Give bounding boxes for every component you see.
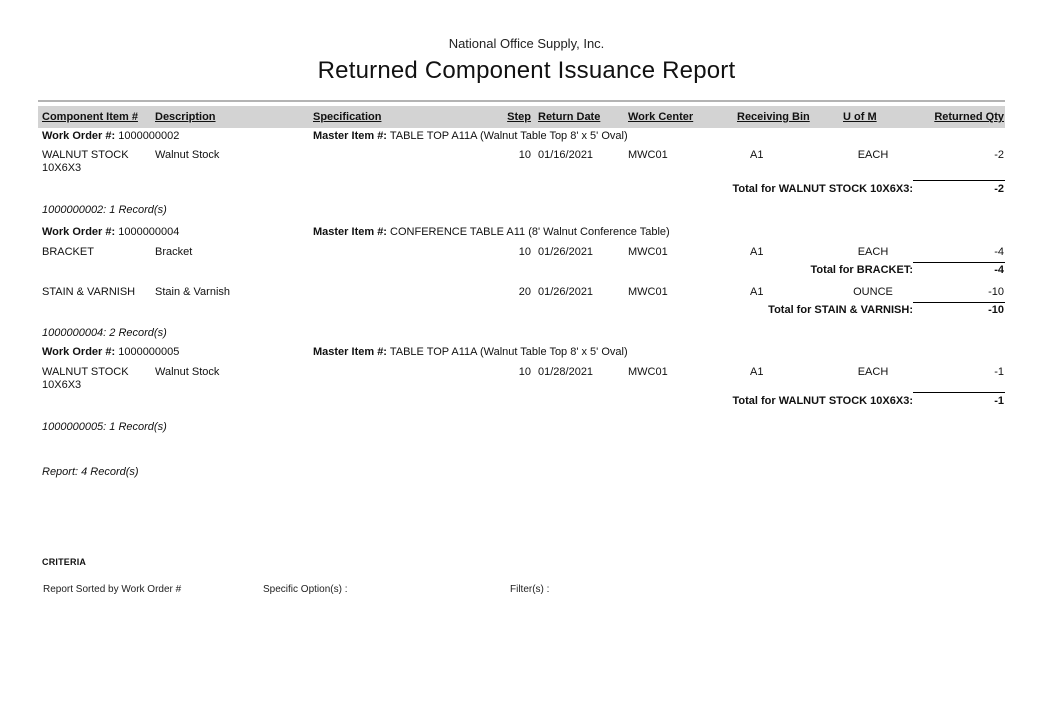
work-order-line: [42, 130, 179, 142]
total-label: Total for BRACKET:: [810, 264, 913, 276]
cell-work-center: MWC01: [628, 366, 668, 378]
total-rule: [913, 262, 1005, 263]
cell-step: 10: [518, 366, 531, 378]
company-name: National Office Supply, Inc.: [448, 36, 605, 51]
work-order-value: 1000000002: [118, 130, 180, 142]
col-header-returned-qty: Returned Qty: [934, 111, 1004, 123]
group-record-count: 1000000002: 1 Record(s): [42, 204, 167, 216]
cell-uom: OUNCE: [853, 286, 893, 298]
master-item-value: CONFERENCE TABLE A11 (8' Walnut Conference Table): [390, 226, 670, 238]
criteria-specific-options-label: Specific Option(s) :: [263, 584, 348, 595]
cell-uom: EACH: [857, 149, 889, 161]
cell-description: Bracket: [155, 246, 193, 258]
cell-step: 20: [518, 286, 531, 298]
cell-work-center: MWC01: [628, 149, 668, 161]
cell-component: WALNUT STOCK 10X6X3: [42, 149, 129, 174]
cell-uom: EACH: [857, 246, 889, 258]
total-rule: [913, 392, 1005, 393]
col-header-component-item: Component Item #: [42, 111, 138, 123]
total-value: -1: [994, 395, 1004, 407]
total-label: Total for STAIN & VARNISH:: [768, 304, 913, 316]
master-item-label: Master Item #:: [313, 346, 387, 358]
master-item-line: [313, 130, 628, 142]
work-order-label: Work Order #:: [42, 130, 116, 142]
cell-description: Stain & Varnish: [155, 286, 231, 298]
criteria-sorted-by: Report Sorted by Work Order #: [43, 584, 182, 595]
cell-return-date: 01/28/2021: [538, 366, 594, 378]
work-order-value: 1000000004: [118, 226, 180, 238]
cell-return-date: 01/16/2021: [538, 149, 594, 161]
cell-return-date: 01/26/2021: [538, 286, 594, 298]
col-header-description: Description: [155, 111, 216, 123]
cell-returned-qty: -4: [994, 246, 1004, 258]
cell-step: 10: [518, 149, 531, 161]
cell-work-center: MWC01: [628, 286, 668, 298]
total-label: Total for WALNUT STOCK 10X6X3:: [732, 395, 913, 407]
cell-receiving-bin: A1: [750, 286, 764, 298]
cell-description: Walnut Stock: [155, 149, 220, 161]
master-item-line: [313, 346, 628, 358]
col-header-receiving-bin: Receiving Bin: [737, 111, 810, 123]
col-header-specification: Specification: [313, 111, 382, 123]
work-order-label: Work Order #:: [42, 346, 116, 358]
report-record-count: Report: 4 Record(s): [42, 466, 139, 478]
total-value: -4: [994, 264, 1004, 276]
master-item-value: TABLE TOP A11A (Walnut Table Top 8' x 5' Oval): [389, 346, 628, 358]
work-order-label: Work Order #:: [42, 226, 116, 238]
cell-returned-qty: -10: [988, 286, 1004, 298]
cell-uom: EACH: [857, 366, 889, 378]
master-item-line: [313, 226, 670, 238]
cell-work-center: MWC01: [628, 246, 668, 258]
cell-component: WALNUT STOCK 10X6X3: [42, 366, 129, 391]
criteria-filters-label: Filter(s) :: [510, 584, 550, 595]
group-record-count: 1000000005: 1 Record(s): [42, 421, 167, 433]
work-order-line: [42, 226, 179, 238]
cell-step: 10: [518, 246, 531, 258]
cell-receiving-bin: A1: [750, 246, 764, 258]
cell-receiving-bin: A1: [750, 149, 764, 161]
cell-return-date: 01/26/2021: [538, 246, 594, 258]
master-item-value: TABLE TOP A11A (Walnut Table Top 8' x 5' Oval): [389, 130, 628, 142]
col-header-work-center: Work Center: [628, 111, 694, 123]
cell-component: STAIN & VARNISH: [42, 286, 136, 298]
total-value: -2: [994, 183, 1004, 195]
group-record-count: 1000000004: 2 Record(s): [42, 327, 167, 339]
page-title: Returned Component Issuance Report: [317, 57, 736, 84]
work-order-value: 1000000005: [118, 346, 180, 358]
total-label: Total for WALNUT STOCK 10X6X3:: [732, 183, 913, 195]
total-value: -10: [988, 304, 1004, 316]
master-item-label: Master Item #:: [313, 130, 387, 142]
cell-receiving-bin: A1: [750, 366, 764, 378]
cell-description: Walnut Stock: [155, 366, 220, 378]
work-order-line: [42, 346, 179, 358]
header-top-rule: [38, 100, 1005, 102]
cell-component: BRACKET: [42, 246, 94, 258]
master-item-label: Master Item #:: [313, 226, 387, 238]
total-rule: [913, 180, 1005, 181]
cell-returned-qty: -2: [994, 149, 1004, 161]
total-rule: [913, 302, 1005, 303]
col-header-uom: U of M: [843, 111, 877, 123]
col-header-step: Step: [507, 111, 531, 123]
cell-returned-qty: -1: [994, 366, 1004, 378]
col-header-return-date: Return Date: [538, 111, 601, 123]
criteria-heading: CRITERIA: [42, 557, 87, 567]
